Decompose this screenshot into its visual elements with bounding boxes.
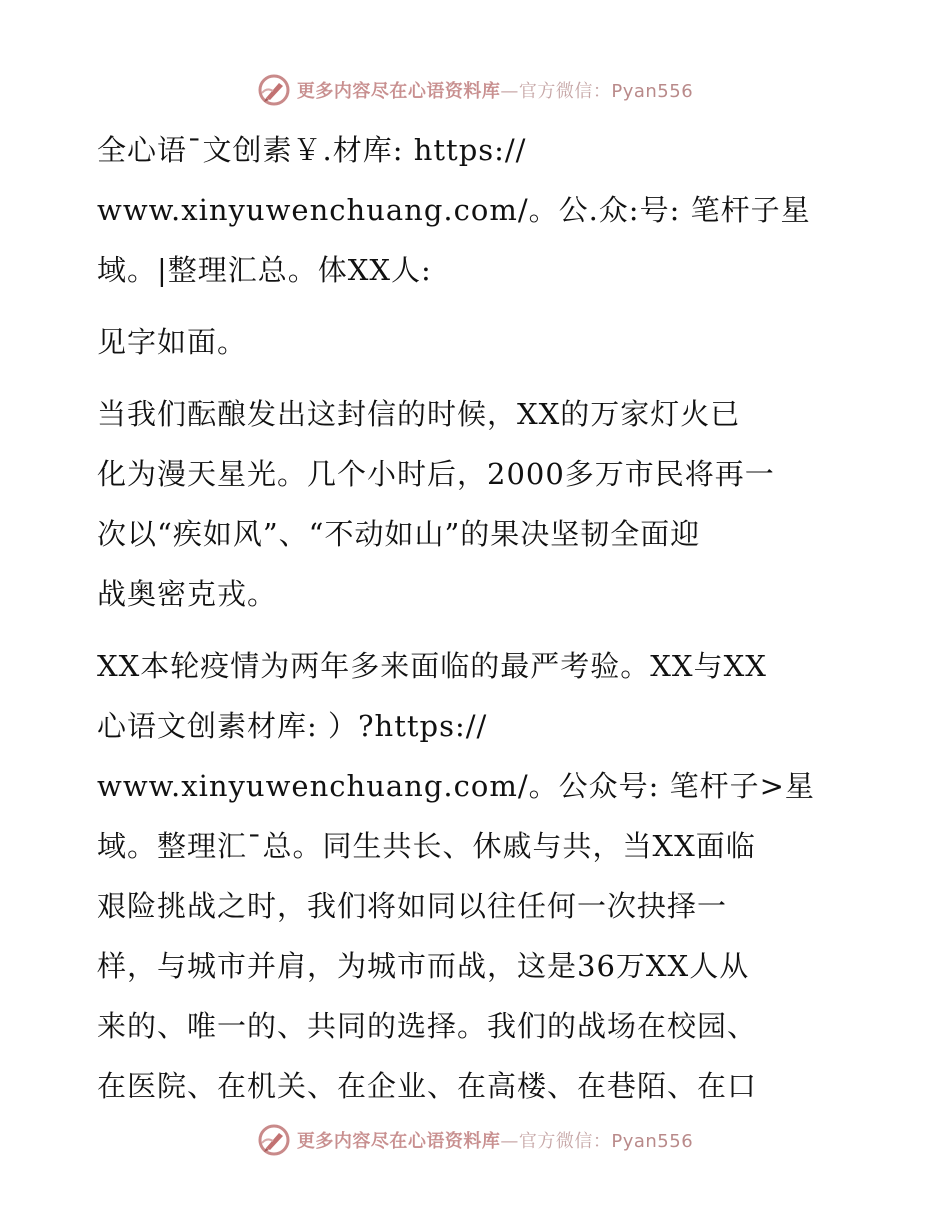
text-line: 在医院、在机关、在企业、在高楼、在巷陌、在口 [97,1069,758,1103]
text-line: 来的、唯一的、共同的选择。我们的战场在校园、 [97,1009,758,1043]
text-line: 域。整理汇¯总。同生共长、休戚与共，当XX面临 [97,829,756,863]
watermark-group [257,73,693,107]
text-line: 战奥密克戎。 [97,577,278,611]
text-line: 化为漫天星光。几个小时后，2000多万市民将再一 [97,457,775,491]
watermark-text [297,77,693,103]
watermark-wechat-label: 官方微信： [518,1131,612,1152]
text-line: www.xinyuwenchuang.com/。公众号: 笔杆子>星 [97,769,815,803]
paragraph [97,384,857,624]
paragraph [97,312,857,372]
text-line: 域。|整理汇总。体XX人: [97,253,432,287]
text-line: 艰险挑战之时，我们将如同以往任何一次抉择一 [97,889,728,923]
watermark-separator: — [500,81,519,102]
text-line: 心语文创素材库: ）?https:// [97,709,488,743]
paragraph [97,120,857,300]
text-line: 次以“疾如风”、“不动如山”的果决坚韧全面迎 [97,517,701,551]
text-line: 全心语¯文创素￥.材库: https:// [97,133,527,167]
document-body [97,120,857,1116]
watermark-text [297,1127,693,1153]
text-line: 见字如面。 [97,325,248,359]
watermark-separator: — [500,1131,519,1152]
pen-logo-icon [257,73,291,107]
text-line: 当我们酝酿发出这封信的时候，XX的万家灯火已 [97,397,741,431]
watermark-group [257,1123,693,1157]
paragraph [97,636,857,1116]
footer-watermark [0,1120,950,1160]
watermark-wechat-label: 官方微信： [518,81,612,102]
text-line: 样，与城市并肩，为城市而战，这是36万XX人从 [97,949,750,983]
header-watermark [0,70,950,110]
watermark-brand: 更多内容尽在心语资料库 [296,1131,501,1152]
pen-logo-icon [257,1123,291,1157]
watermark-wechat-id: Pyan556 [611,1131,694,1152]
text-line: XX本轮疫情为两年多来面临的最严考验。XX与XX [97,649,767,683]
watermark-brand: 更多内容尽在心语资料库 [296,81,501,102]
text-line: www.xinyuwenchuang.com/。公.众:号: 笔杆子星 [97,193,811,227]
watermark-wechat-id: Pyan556 [611,81,694,102]
